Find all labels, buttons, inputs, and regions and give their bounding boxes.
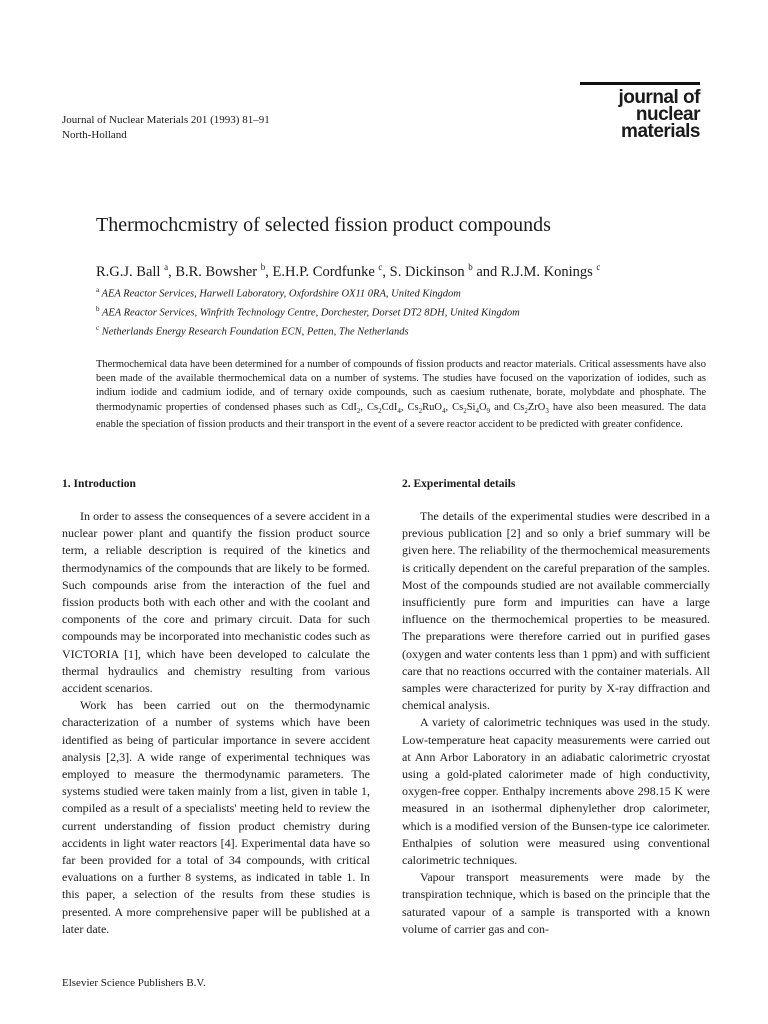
logo-line: nuclear (635, 104, 700, 125)
section-heading-introduction: 1. Introduction (62, 478, 136, 490)
publisher-line: North-Holland (62, 129, 127, 141)
journal-citation: Journal of Nuclear Materials 201 (1993) 81–91 (62, 114, 270, 126)
abstract: Thermochemical data have been determined for a number of compounds of fission products and reactor materials. Critical assessments have also been made of the available thermochemical data on a number of systems. The studies have focused on the vaporization of iodides, such as indium iodide and cadmium iodide, and of ternary oxide compounds, such as caesium ruthenate, borate, molybdate and phosphate. The thermodynamic properties of condensed phases such as CdI$_2$, $Cs_2CdI_4$, $Cs_2RuO_4$, $Cs_2Si_4O_9$ and $Cs_2ZrO_3$ have also been measured. The data enable the speciation of fission products and their transport in the event of a severe reactor accident to be predicted with greater confidence. (96, 359, 707, 430)
experimental-body (402, 508, 710, 938)
affiliation: $^c$ Netherlands Energy Research Foundation ECN, Petten, The Netherlands (96, 324, 409, 338)
author: B.R. Bowsher $^b$, (175, 262, 273, 280)
paragraph: A variety of calorimetric techniques was used in the study. Low-temperature heat capacity measurements were carried out at Ann Arbor Laboratory in an adiabatic calorimetric cryostat using a gold-plated calorimeter made of high conductivity, oxygen-free copper. Enthalpy increments above 298.15 K were measured in an isothermal diphenylether drop calorimeter, which is a modified version of the Bunsen-type ice calorimeter. Enthalpies of solution were measured using conventional calorimetric techniques. (402, 715, 710, 868)
author: S. Dickinson $^b$ and (389, 262, 501, 280)
paragraph: Vapour transport measurements were made by the transpiration technique, which is based on the principle that the saturated vapour of a sample is transported with a known volume of carrier gas and con- (402, 870, 710, 936)
author: R.J.M. Konings $^c$ (500, 262, 601, 280)
logo-line: materials (621, 121, 700, 142)
affiliation: $^b$ AEA Reactor Services, Winfrith Technology Centre, Dorchester, Dorset DT2 8DH, United Kingdom (96, 305, 520, 319)
affiliation: $^a$ AEA Reactor Services, Harwell Laboratory, Oxfordshire OX11 0RA, United Kingdom (96, 286, 461, 300)
journal-citation-block (62, 113, 270, 143)
section-heading-experimental: 2. Experimental details (402, 478, 516, 490)
journal-logo (580, 82, 700, 140)
author-list (96, 262, 600, 281)
publisher-footer: Elsevier Science Publishers B.V. (62, 977, 206, 989)
paragraph: Work has been carried out on the thermodynamic characterization of a number of systems which have been identified as being of particular importance in severe accident analysis [2,3]. A wide range of experimental techniques was employed to measure the thermodynamic parameters. The systems studied were taken mainly from a list, given in table 1, compiled as a result of a specialists' meeting held to review the current understanding of fission product chemistry during accidents in light water reactors [4]. Experimental data have so far been provided for a total of 34 compounds, with critical evaluations on a further 8 systems, as indicated in table 1. In this paper, a selection of the results from these studies is presented. A more comprehensive paper will be published at a later date. (62, 698, 370, 936)
paragraph: In order to assess the consequences of a severe accident in a nuclear power plant and quantify the fission product source term, a reliable description is required of the kinetics and thermodynamics of the compounds that are likely to be formed. Such compounds arise from the interaction of the fuel and fission products both with each other and with the coolant and components of the core and primary circuit. Data for such compounds may be incorporated into mechanistic codes such as VICTORIA [1], which have been developed to calculate the thermal hydraulics and chemistry resulting from various accident scenarios. (62, 509, 370, 696)
introduction-body (62, 508, 370, 938)
paragraph: The details of the experimental studies were described in a previous publication [2] and so only a brief summary will be given here. The reliability of the thermochemical measurements is critically dependent on the careful preparation of the samples. Most of the compounds studied are not available commercially insufficiently pure form and impurities can have a large influence on the thermochemical properties to be measured. The preparations were therefore carried out in purified gases (oxygen and water contents less than 1 ppm) and with sufficient care that no reactions occurred with the container materials. All samples were characterized for purity by X-ray diffraction and chemical analysis. (402, 509, 710, 713)
logo-line: journal of (618, 87, 700, 108)
author: E.H.P. Cordfunke $^c$, (272, 262, 390, 280)
affiliation-list (96, 283, 520, 340)
article-title: Thermochcmistry of selected fission product compounds (96, 214, 551, 236)
author: R.G.J. Ball $^a$, (96, 262, 176, 280)
